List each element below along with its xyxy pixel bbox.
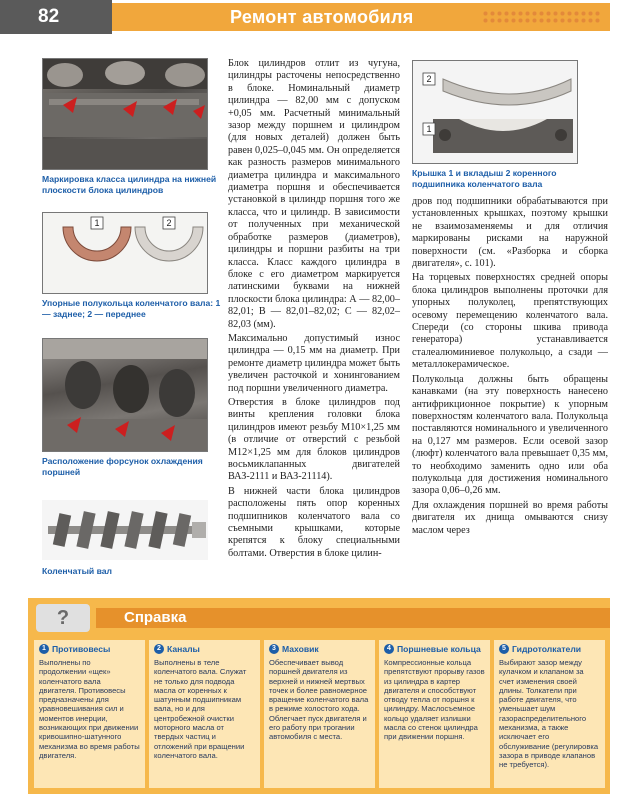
item-text: Обеспечивает вывод поршней двигателя из верхней и нижней мертвых точек и более равномерное вращение коленчатого вала в режиме холостого хода. Облегчает пуск двигателя и его работу при трогании автомобиля с места. <box>269 658 369 742</box>
crankshaft-photo <box>42 500 208 560</box>
thrust-halfrings-photo <box>42 212 208 294</box>
header-dot-pattern <box>482 10 602 24</box>
item-title: Каналы <box>167 644 200 654</box>
paragraph: Блок цилиндров отлит из чугуна, цилиндры расточены непосредственно в блоке. Номинальный диаметр цилиндра — 82,00 мм с допуском +0,05 мм. Расчетный минимальный зазор между поршнем и цилиндром (для новых деталей) должен быть равен 0,025–0,045 мм. Он определяется как разность размеров минимального диаметра цилиндра и максимального диаметра поршня и обеспечивается установкой в цилиндр поршня того же класса, что и цилиндр. В зависимости от полученных при механической обработке размеров (диаметров), цилиндры и поршни разбиты на три класса. Класс каждого цилиндра в блоке с его диаметром маркируется латинскими буквами на нижней плоскости блока цилиндра: А — 82,00–82,01; В — 82,01–82,02; С — 82,02–82,03 (мм). <box>228 58 400 330</box>
item-text: Выполнены в теле коленчатого вала. Служат не только для подвода масла от коренных к шатунным подшипникам вала, но и для центробежной очистки моторного масла от твердых частиц и отложений при вращении коленчатого вала. <box>154 658 247 760</box>
item-number: 2 <box>154 644 164 654</box>
item-number: 4 <box>384 644 394 654</box>
bearing-caption: Крышка 1 и вкладыш 2 коренного подшипника коленчатого вала <box>412 168 557 189</box>
paragraph: В нижней части блока цилиндров расположены пять опор коренных подшипников коленчатого вала со съемными крышками, которые крепятся к блоку специальными болтами. Отверстия в блоке цилин- <box>228 485 400 559</box>
page-header <box>0 0 623 34</box>
halfring-label-1: 1 <box>94 218 100 228</box>
bearing-cap-photo <box>412 60 578 164</box>
item-title: Противовесы <box>52 644 111 654</box>
cylinder-block-marks-photo <box>42 58 208 170</box>
paragraph: Отверстия в блоке цилиндров под винты крепления головки блока цилиндров имеют резьбу M10×1,25 мм (в отличие от отверстий с резьбой M12×1,25 мм для блоков цилиндров восьмиклапанных двигателей ВАЗ-2111 и ВАЗ-21114). <box>228 396 400 483</box>
paragraph: дров под подшипники обрабатываются при установленных крышках, поэтому крышки не взаимозаменяемы и для отличия маркированы рисками на наружной поверхности (см. «Разборка и сборка двигателя», с. 101). <box>412 196 608 270</box>
nozzles-caption: Расположение форсунок охлаждения поршней <box>42 456 203 477</box>
item-text: Компрессионные кольца препятствуют прорыву газов из цилиндра в картер двигателя и способствуют отводу тепла от поршня к цилиндру. Маслосъемное кольцо удаляет излишки масла со стенок цилиндра при движении поршня. <box>384 658 485 742</box>
item-title: Поршневые кольца <box>397 644 481 654</box>
reference-item <box>149 640 260 788</box>
marks-caption: Маркировка класса цилиндра на нижней плоскости блока цилиндров <box>42 174 217 195</box>
halfrings-caption: Упорные полукольца коленчатого вала: 1 — заднее; 2 — переднее <box>42 298 221 319</box>
halfring-label-2: 2 <box>166 218 172 228</box>
text-column-b <box>412 196 608 539</box>
crankshaft-caption: Коленчатый вал <box>42 566 112 576</box>
question-icon: ? <box>36 604 90 632</box>
item-title: Гидротолкатели <box>512 644 582 654</box>
item-title: Маховик <box>282 644 319 654</box>
reference-item <box>379 640 490 788</box>
item-text: Выбирают зазор между кулачком и клапаном за счет изменения своей длины. Толкатели при работе двигателя, что уменьшает шум газораспределительного механизма, а также исключает его обслуживание (регулировка зазора в приводе клапанов не требуется). <box>499 658 599 770</box>
paragraph: Полукольца должны быть обращены канавками (на эту поверхность нанесено антифрикционное покрытие) к упорным поверхностям коленчатого вала. Полукольца поставляются номинального и увеличенного на 0,127 мм размеров. Если осевой зазор (люфт) коленчатого вала превышает 0,35 мм, то необходимо заменить одно или оба полукольца для достижения номинального зазора 0,06–0,26 мм. <box>412 373 608 497</box>
paragraph: Для охлаждения поршней во время работы двигателя их днища омываются снизу маслом через <box>412 499 608 536</box>
item-number: 3 <box>269 644 279 654</box>
reference-item <box>494 640 605 788</box>
item-number: 5 <box>499 644 509 654</box>
item-number: 1 <box>39 644 49 654</box>
bearing-label-1: 1 <box>426 124 432 134</box>
bearing-label-2: 2 <box>426 74 432 84</box>
page-number: 82 <box>0 0 112 34</box>
reference-item <box>34 640 145 788</box>
reference-item <box>264 640 375 788</box>
paragraph: На торцевых поверхностях средней опоры блока цилиндров выполнены проточки для упорных полуколец, препятствующих осевому перемещению коленчатого вала. Спереди (со стороны шкива привода генератора) устанавливается сталеалюминиевое полукольцо, а сзади — металлокерамическое. <box>412 272 608 371</box>
section-title: Ремонт автомобиля <box>230 7 414 27</box>
cooling-nozzles-photo <box>42 338 208 452</box>
text-column-a <box>228 58 400 562</box>
paragraph: Максимально допустимый износ цилиндра — 0,15 мм на диаметр. При ремонте диаметр цилиндра может быть увеличен расточкой и хонингованием под поршни увеличенного диаметра. <box>228 332 400 394</box>
reference-title: Справка <box>124 609 187 626</box>
item-text: Выполнены по продолжении «щек» коленчатого вала двигателя. Противовесы предназначены для уравновешивания сил и моментов инерции, возникающих при движении кривошипно-шатунного механизма во время работы двигателя. <box>39 658 140 760</box>
